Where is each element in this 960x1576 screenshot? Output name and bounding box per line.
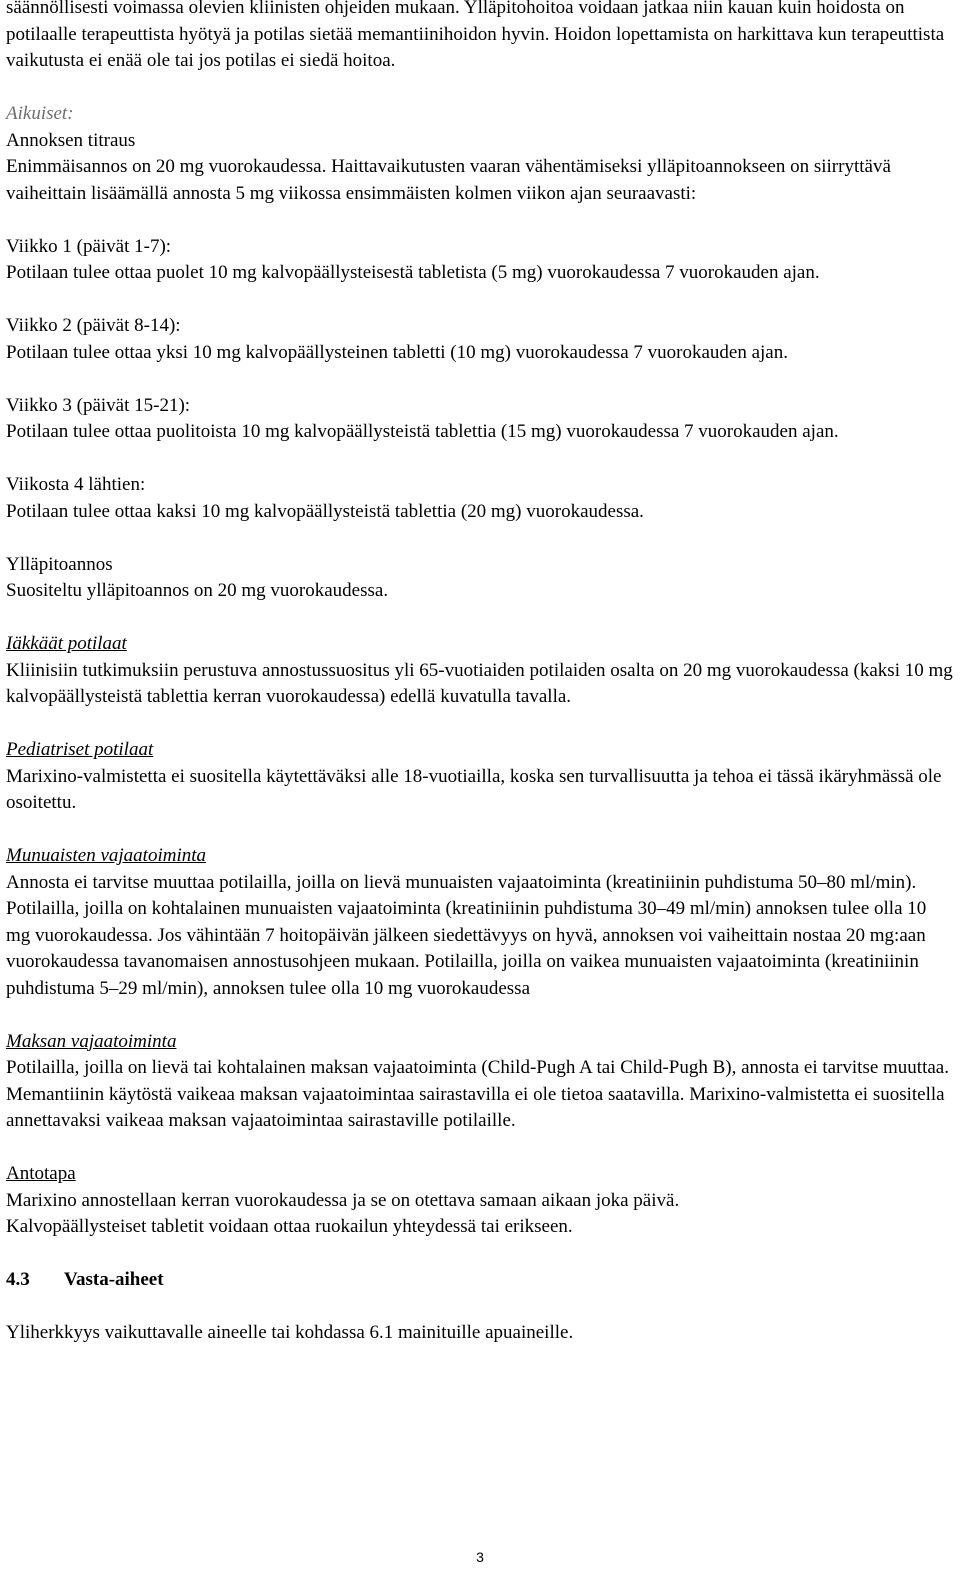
renal-heading: Munuaisten vajaatoiminta bbox=[6, 845, 207, 866]
week-3-text: Potilaan tulee ottaa puolitoista 10 mg kalvopäällysteistä tablettia (15 mg) vuorokaudessa 7 vuorokauden ajan. bbox=[6, 421, 839, 442]
page-number: 3 bbox=[476, 1549, 484, 1565]
administration-line-1: Marixino annostellaan kerran vuorokaudessa ja se on otettava samaan aikaan joka päivä. bbox=[6, 1189, 680, 1211]
renal-text: Annosta ei tarvitse muuttaa potilailla, joilla on lievä munuaisten vajaatoiminta (kreatiniinin puhdistuma 50–80 ml/min). Potilailla, joilla on kohtalainen munuaisten vajaatoiminta (kreatiniinin puhdistuma 30–49 ml/min) annoksen tulee olla 10 mg vuorokaudessa. Jos vähintään 7 hoitopäivän jälkeen siedettävyys on hyvä, annoksen voi vaiheittain nostaa 20 mg:aan vuorokaudessa tavanomaisen annostusohjeen mukaan. Potilailla, joilla on vaikea munuaisten vajaatoiminta (kreatiniinin puhdistuma 5–29 ml/min), annoksen tulee olla 10 mg vuorokaudessa bbox=[6, 871, 927, 999]
week-2-label: Viikko 2 (päivät 8-14): bbox=[6, 315, 181, 336]
pediatric-heading: Pediatriset potilaat bbox=[6, 739, 154, 760]
elderly-heading: Iäkkäät potilaat bbox=[6, 633, 127, 654]
maintenance-heading: Ylläpitoannos bbox=[6, 553, 113, 575]
week-2-block bbox=[6, 313, 954, 366]
elderly-text: Kliinisiin tutkimuksiin perustuva annostussuositus yli 65-vuotiaiden potilaiden osalta on 20 mg vuorokaudessa (kaksi 10 mg kalvopäällysteistä tablettia kerran vuorokaudessa) edellä kuvatulla tavalla. bbox=[6, 659, 953, 707]
week-3-label: Viikko 3 (päivät 15-21): bbox=[6, 394, 191, 416]
hepatic-section bbox=[6, 1029, 954, 1135]
week-2-text: Potilaan tulee ottaa yksi 10 mg kalvopäällysteinen tabletti (10 mg) vuorokaudessa 7 vuorokauden ajan. bbox=[6, 341, 788, 363]
week-4-label: Viikosta 4 lähtien: bbox=[6, 474, 146, 495]
intro-paragraph: säännöllisesti voimassa olevien kliinisten ohjeiden mukaan. Ylläpitohoitoa voidaan jatkaa niin kauan kuin hoidosta on potilaalle terapeuttista hyötyä ja potilas sietää memantiinihoidon hyvin. Hoidon lopettamista on harkittava kun terapeuttista vaikutusta ei enää ole tai jos potilas ei siedä hoitoa. bbox=[6, 0, 945, 71]
section-title: Vasta-aiheet bbox=[64, 1269, 164, 1290]
pediatric-section bbox=[6, 737, 954, 817]
maintenance-text: Suositeltu ylläpitoannos on 20 mg vuorokaudessa. bbox=[6, 580, 389, 601]
administration-section bbox=[6, 1161, 954, 1241]
week-1-block bbox=[6, 234, 954, 287]
pediatric-text: Marixino-valmistetta ei suositella käytettäväksi alle 18-vuotiailla, koska sen turvallisuutta ja tehoa ei tässä ikäryhmässä ole osoitettu. bbox=[6, 765, 942, 813]
section-number: 4.3 bbox=[6, 1269, 30, 1290]
contraindications-text: Yliherkkyys vaikuttavalle aineelle tai kohdassa 6.1 mainituille apuaineille. bbox=[6, 1322, 574, 1343]
adults-heading: Aikuiset: bbox=[6, 103, 74, 124]
week-1-label: Viikko 1 (päivät 1-7): bbox=[6, 235, 172, 257]
administration-line-2: Kalvopäällysteiset tabletit voidaan ottaa ruokailun yhteydessä tai erikseen. bbox=[6, 1216, 573, 1237]
elderly-section bbox=[6, 631, 954, 711]
week-1-text: Potilaan tulee ottaa puolet 10 mg kalvopäällysteisestä tabletista (5 mg) vuorokaudessa 7 vuorokauden ajan. bbox=[6, 262, 820, 283]
week-3-block bbox=[6, 393, 954, 446]
administration-heading: Antotapa bbox=[6, 1163, 76, 1184]
hepatic-text: Potilailla, joilla on lievä tai kohtalainen maksan vajaatoiminta (Child-Pugh A tai Child-Pugh B), annosta ei tarvitse muuttaa. Memantiinin käytöstä vaikeaa maksan vajaatoimintaa sairastavilla ei ole tietoa saatavilla. Marixino-valmistetta ei suositella annettavaksi vaikeaa maksan vajaatoimintaa sairastaville potilaille. bbox=[6, 1057, 949, 1131]
titration-subheading: Annoksen titraus bbox=[6, 129, 136, 151]
document-page bbox=[6, 0, 954, 1373]
section-heading-4-3 bbox=[6, 1267, 954, 1294]
week-4-block bbox=[6, 472, 954, 525]
maintenance-section bbox=[6, 552, 954, 605]
adults-section bbox=[6, 101, 954, 207]
week-4-text: Potilaan tulee ottaa kaksi 10 mg kalvopäällysteistä tablettia (20 mg) vuorokaudessa. bbox=[6, 500, 644, 522]
hepatic-heading: Maksan vajaatoiminta bbox=[6, 1030, 177, 1052]
titration-text: Enimmäisannos on 20 mg vuorokaudessa. Haittavaikutusten vaaran vähentämiseksi ylläpitoannokseen on siirryttävä vaiheittain lisäämällä annosta 5 mg viikossa ensimmäisten kolmen viikon ajan seuraavasti: bbox=[6, 156, 891, 204]
renal-section bbox=[6, 843, 954, 1002]
